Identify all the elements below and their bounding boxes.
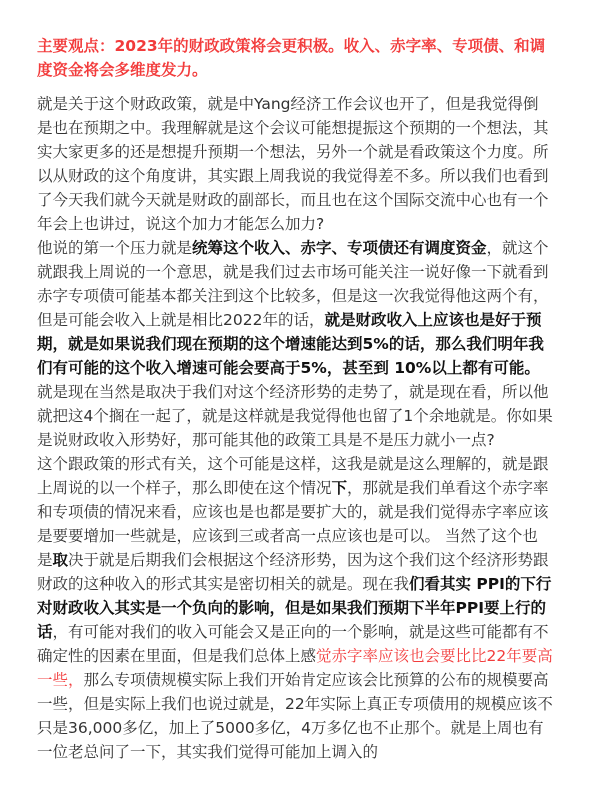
paragraph-text: ，那就是我们单看这个赤字率和专项债的情况来看，应该也是也都是要扩大的，就是我们觉得赤字率应该是要要增加一些就是，应该到三或者高一点应该也是可以。 当然了这个也是: [37, 479, 549, 569]
paragraph-text: 他说的第一个压力就是: [37, 239, 193, 257]
transcript-paragraph: [37, 380, 553, 452]
red-highlight-text: 觉赤字率应该也会要比比22年要高一些，: [37, 647, 553, 689]
bold-emphasis-text: 统筹这个收入、赤字、专项债还有调度资金: [192, 239, 487, 257]
paragraph-text: 就是现在当然是取决于我们对这个经济形势的走势了，就是现在看，所以他就把这4个搁在一起了，就是这样就是我觉得他也留了1个余地就是。你如果是说财政收入形势好，那可能其他的政策工具是不是压力就小一点?: [37, 383, 553, 449]
bold-emphasis-text: 们看其实 PPI的下行对财政收入其实是一个负向的影响，但是如果我们预期下半年PPI要上行的话: [37, 575, 552, 641]
paragraph-text: ，就这个就跟我上周说的一个意思，就是我们过去市场可能关注一说好像一下就看到赤字专项债可能基本都关注到这个比较多，但是这一次我觉得他这两个有，但是可能会收入上就是相比2022年的话，: [37, 239, 549, 329]
transcript-paragraph: [37, 92, 553, 236]
transcript-paragraph: [37, 452, 553, 764]
bold-emphasis-text: 下: [331, 479, 348, 497]
paragraph-text: 那么专项债规模实际上我们开始肯定应该会比预算的公布的规模要高一些，但是实际上我们也说过就是，22年实际上真正专项债用的规模应该不只是36,000多亿，加上了5000多亿，4万多亿也不止那个。就是上周也有一位老总问了一下，其实我们觉得可能加上调入的: [37, 671, 553, 761]
bold-emphasis-text: 取: [52, 551, 69, 569]
bold-emphasis-text: 就是财政收入上应该也是好于预期，就是如果说我们现在预期的这个增速能达到5%的话，那么我们明年我们有可能的这个收入增速可能会要高于5%，甚至到 10%以上都有可能。: [37, 311, 544, 377]
paragraph-text: 这个跟政策的形式有关，这个可能是这样，这我是就是这么理解的，就是跟上周说的以一个样子，那么即使在这个情况: [37, 455, 549, 497]
key-point-headline: 主要观点：2023年的财政政策将会更积极。收入、赤字率、专项债、和调度资金将会多维度发力。: [37, 37, 546, 79]
paragraph-text: 决于就是后期我们会根据这个经济形势，因为这个我们这个经济形势跟财政的这种收入的形式其实是密切相关的就是。现在我: [37, 551, 549, 593]
transcript-paragraph: [37, 236, 553, 380]
transcript-paragraphs: [37, 92, 553, 764]
paragraph-text: ，有可能对我们的收入可能会又是正向的一个影响，就是这些可能都有不确定性的因素在里面，但是我们总体上感: [37, 623, 549, 665]
paragraph-text: 就是关于这个财政政策，就是中Yang经济工作会议也开了，但是我觉得倒是也在预期之中。我理解就是这个会议可能想提振这个预期的一个想法，其实大家更多的还是想提升预期一个想法，另外一个就是看政策这个力度。所以从财政的这个角度讲，其实跟上周我说的我觉得差不多。所以我们也看到了今天我们就今天就是财政的副部长，而且也在这个国际交流中心也有一个年会上也讲过，说这个加力才能怎么加力?: [37, 95, 549, 233]
document-body: [37, 34, 553, 764]
